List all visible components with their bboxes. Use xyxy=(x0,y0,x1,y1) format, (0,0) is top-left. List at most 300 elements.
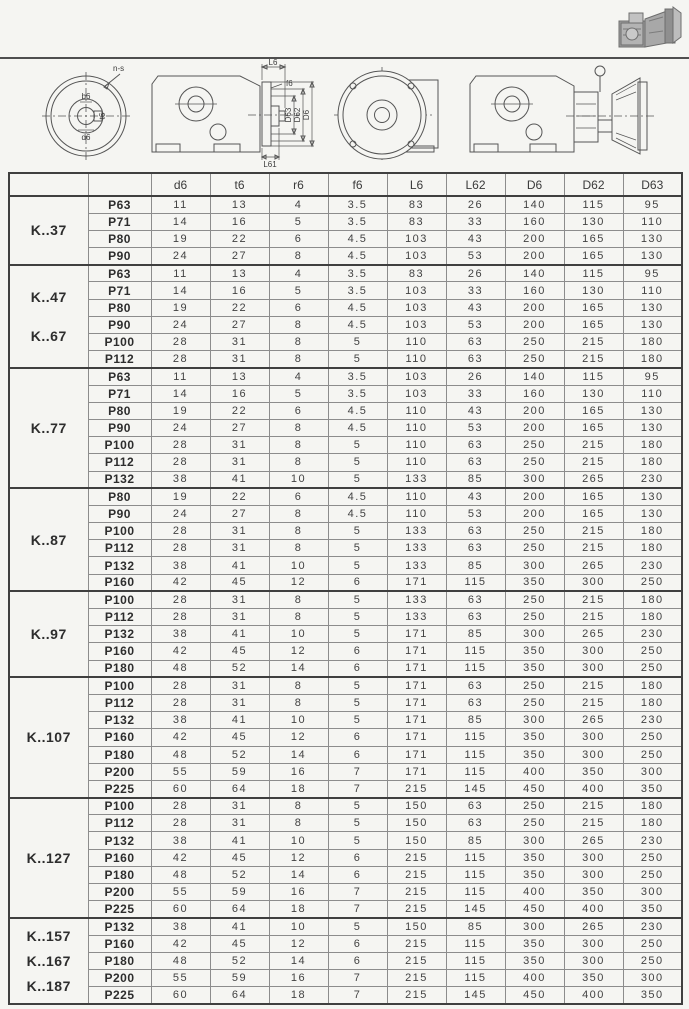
value-cell: 171 xyxy=(387,746,446,763)
value-cell: 200 xyxy=(505,505,564,522)
value-cell: 8 xyxy=(269,609,328,626)
table-row xyxy=(9,849,682,866)
value-cell: 300 xyxy=(505,626,564,643)
table-row xyxy=(9,419,682,436)
value-cell: 14 xyxy=(269,952,328,969)
value-cell: 83 xyxy=(387,265,446,282)
value-cell: 6 xyxy=(328,866,387,883)
value-cell: 31 xyxy=(210,798,269,815)
value-cell: 8 xyxy=(269,798,328,815)
motor-size-cell: P200 xyxy=(88,884,151,901)
value-cell: 28 xyxy=(151,694,210,711)
value-cell: 63 xyxy=(446,815,505,832)
table-row xyxy=(9,282,682,299)
value-cell: 18 xyxy=(269,901,328,918)
motor-size-cell: P100 xyxy=(88,437,151,454)
motor-size-cell: P100 xyxy=(88,334,151,351)
value-cell: 3.5 xyxy=(328,385,387,402)
value-cell: 165 xyxy=(564,505,623,522)
table-row xyxy=(9,660,682,677)
value-cell: 150 xyxy=(387,832,446,849)
value-cell: 150 xyxy=(387,815,446,832)
value-cell: 85 xyxy=(446,626,505,643)
value-cell: 4.5 xyxy=(328,419,387,436)
table-row xyxy=(9,488,682,505)
motor-size-cell: P112 xyxy=(88,540,151,557)
table-row xyxy=(9,402,682,419)
value-cell: 103 xyxy=(387,299,446,316)
value-cell: 3.5 xyxy=(328,213,387,230)
table-row xyxy=(9,763,682,780)
value-cell: 41 xyxy=(210,832,269,849)
group-label: K..67 xyxy=(30,327,67,344)
motor-size-cell: P132 xyxy=(88,918,151,935)
value-cell: 31 xyxy=(210,437,269,454)
value-cell: 400 xyxy=(505,884,564,901)
value-cell: 42 xyxy=(151,574,210,591)
value-cell: 215 xyxy=(387,935,446,952)
corner-cell-size xyxy=(88,173,151,196)
value-cell: 250 xyxy=(623,952,682,969)
value-cell: 215 xyxy=(387,780,446,797)
col-header-L6: L6 xyxy=(387,173,446,196)
table-row xyxy=(9,265,682,282)
value-cell: 64 xyxy=(210,901,269,918)
table-row xyxy=(9,574,682,591)
value-cell: 26 xyxy=(446,368,505,385)
value-cell: 300 xyxy=(564,746,623,763)
value-cell: 400 xyxy=(564,901,623,918)
value-cell: 180 xyxy=(623,815,682,832)
value-cell: 250 xyxy=(505,437,564,454)
value-cell: 27 xyxy=(210,505,269,522)
value-cell: 48 xyxy=(151,746,210,763)
label-L61: L61 xyxy=(263,160,277,169)
table-row xyxy=(9,969,682,986)
corner-cell-group xyxy=(9,173,88,196)
value-cell: 450 xyxy=(505,780,564,797)
value-cell: 110 xyxy=(387,419,446,436)
value-cell: 300 xyxy=(564,866,623,883)
value-cell: 3.5 xyxy=(328,282,387,299)
motor-size-cell: P132 xyxy=(88,712,151,729)
motor-size-cell: P71 xyxy=(88,385,151,402)
value-cell: 265 xyxy=(564,557,623,574)
value-cell: 31 xyxy=(210,540,269,557)
value-cell: 6 xyxy=(328,952,387,969)
group-label: K..37 xyxy=(30,222,67,239)
value-cell: 115 xyxy=(446,763,505,780)
value-cell: 7 xyxy=(328,987,387,1004)
value-cell: 250 xyxy=(623,643,682,660)
motor-size-cell: P112 xyxy=(88,609,151,626)
value-cell: 24 xyxy=(151,505,210,522)
value-cell: 95 xyxy=(623,368,682,385)
value-cell: 38 xyxy=(151,557,210,574)
table-row xyxy=(9,454,682,471)
value-cell: 5 xyxy=(328,454,387,471)
value-cell: 18 xyxy=(269,987,328,1004)
motor-size-cell: P71 xyxy=(88,213,151,230)
value-cell: 63 xyxy=(446,677,505,694)
value-cell: 160 xyxy=(505,385,564,402)
value-cell: 5 xyxy=(328,523,387,540)
value-cell: 10 xyxy=(269,832,328,849)
value-cell: 300 xyxy=(564,849,623,866)
value-cell: 6 xyxy=(269,299,328,316)
value-cell: 52 xyxy=(210,866,269,883)
value-cell: 150 xyxy=(387,918,446,935)
value-cell: 110 xyxy=(387,505,446,522)
value-cell: 115 xyxy=(446,866,505,883)
value-cell: 53 xyxy=(446,316,505,333)
value-cell: 19 xyxy=(151,402,210,419)
value-cell: 26 xyxy=(446,196,505,213)
group-label: K..77 xyxy=(30,420,67,437)
value-cell: 28 xyxy=(151,523,210,540)
value-cell: 450 xyxy=(505,987,564,1004)
value-cell: 350 xyxy=(505,643,564,660)
value-cell: 3.5 xyxy=(328,196,387,213)
value-cell: 45 xyxy=(210,574,269,591)
table-row xyxy=(9,729,682,746)
value-cell: 250 xyxy=(505,609,564,626)
table-row xyxy=(9,385,682,402)
value-cell: 42 xyxy=(151,849,210,866)
table-row xyxy=(9,230,682,247)
value-cell: 250 xyxy=(505,523,564,540)
value-cell: 6 xyxy=(328,643,387,660)
value-cell: 300 xyxy=(564,643,623,660)
value-cell: 11 xyxy=(151,368,210,385)
value-cell: 4.5 xyxy=(328,488,387,505)
value-cell: 150 xyxy=(387,798,446,815)
value-cell: 41 xyxy=(210,626,269,643)
value-cell: 6 xyxy=(269,402,328,419)
motor-size-cell: P63 xyxy=(88,265,151,282)
group-label-cell xyxy=(9,591,88,677)
value-cell: 115 xyxy=(564,265,623,282)
value-cell: 350 xyxy=(623,901,682,918)
value-cell: 4.5 xyxy=(328,316,387,333)
value-cell: 52 xyxy=(210,746,269,763)
table-row xyxy=(9,935,682,952)
label-d6: d6 xyxy=(81,133,91,142)
value-cell: 130 xyxy=(623,488,682,505)
value-cell: 45 xyxy=(210,643,269,660)
value-cell: 6 xyxy=(328,729,387,746)
value-cell: 265 xyxy=(564,626,623,643)
group-label-cell xyxy=(9,798,88,918)
value-cell: 38 xyxy=(151,832,210,849)
table-row xyxy=(9,437,682,454)
motor-size-cell: P160 xyxy=(88,935,151,952)
value-cell: 43 xyxy=(446,488,505,505)
group-label: K..107 xyxy=(26,729,71,746)
group-label: K..47 xyxy=(30,288,67,305)
value-cell: 230 xyxy=(623,471,682,488)
motor-size-cell: P225 xyxy=(88,901,151,918)
motor-size-cell: P132 xyxy=(88,626,151,643)
value-cell: 22 xyxy=(210,299,269,316)
motor-size-cell: P112 xyxy=(88,694,151,711)
value-cell: 350 xyxy=(623,780,682,797)
value-cell: 5 xyxy=(328,815,387,832)
value-cell: 8 xyxy=(269,248,328,265)
value-cell: 5 xyxy=(328,591,387,608)
value-cell: 83 xyxy=(387,213,446,230)
value-cell: 171 xyxy=(387,694,446,711)
value-cell: 110 xyxy=(387,488,446,505)
value-cell: 165 xyxy=(564,248,623,265)
value-cell: 200 xyxy=(505,402,564,419)
col-header-t6: t6 xyxy=(210,173,269,196)
table-row xyxy=(9,952,682,969)
value-cell: 48 xyxy=(151,660,210,677)
motor-size-cell: P90 xyxy=(88,316,151,333)
gearmotor-photo xyxy=(605,3,687,55)
value-cell: 4.5 xyxy=(328,299,387,316)
motor-size-cell: P90 xyxy=(88,505,151,522)
value-cell: 171 xyxy=(387,660,446,677)
value-cell: 45 xyxy=(210,849,269,866)
value-cell: 250 xyxy=(505,694,564,711)
value-cell: 350 xyxy=(505,849,564,866)
group-label: K..157 xyxy=(26,927,71,944)
value-cell: 10 xyxy=(269,557,328,574)
value-cell: 12 xyxy=(269,849,328,866)
value-cell: 300 xyxy=(564,729,623,746)
value-cell: 115 xyxy=(446,969,505,986)
value-cell: 230 xyxy=(623,832,682,849)
value-cell: 171 xyxy=(387,677,446,694)
value-cell: 19 xyxy=(151,488,210,505)
value-cell: 8 xyxy=(269,419,328,436)
value-cell: 130 xyxy=(564,282,623,299)
label-D6: D6 xyxy=(302,109,311,121)
value-cell: 130 xyxy=(564,385,623,402)
motor-size-cell: P80 xyxy=(88,230,151,247)
value-cell: 115 xyxy=(564,368,623,385)
header-row xyxy=(9,173,682,196)
value-cell: 27 xyxy=(210,419,269,436)
table-row xyxy=(9,540,682,557)
value-cell: 180 xyxy=(623,694,682,711)
value-cell: 115 xyxy=(446,952,505,969)
value-cell: 45 xyxy=(210,935,269,952)
motor-size-cell: P180 xyxy=(88,660,151,677)
motor-size-cell: P200 xyxy=(88,969,151,986)
value-cell: 265 xyxy=(564,712,623,729)
table-row xyxy=(9,798,682,815)
value-cell: 31 xyxy=(210,609,269,626)
value-cell: 5 xyxy=(328,918,387,935)
value-cell: 215 xyxy=(564,437,623,454)
label-L6: L6 xyxy=(268,58,278,67)
value-cell: 31 xyxy=(210,591,269,608)
value-cell: 180 xyxy=(623,454,682,471)
value-cell: 41 xyxy=(210,557,269,574)
value-cell: 31 xyxy=(210,677,269,694)
group-label-cell xyxy=(9,368,88,488)
group-label: K..167 xyxy=(26,952,71,969)
motor-size-cell: P200 xyxy=(88,763,151,780)
value-cell: 24 xyxy=(151,419,210,436)
value-cell: 300 xyxy=(564,574,623,591)
drawing-front-view xyxy=(334,67,438,163)
value-cell: 4 xyxy=(269,196,328,213)
value-cell: 63 xyxy=(446,609,505,626)
value-cell: 133 xyxy=(387,591,446,608)
table-row xyxy=(9,471,682,488)
value-cell: 8 xyxy=(269,815,328,832)
label-D63: D63 xyxy=(284,107,293,123)
value-cell: 8 xyxy=(269,523,328,540)
table-row xyxy=(9,557,682,574)
col-header-D6: D6 xyxy=(505,173,564,196)
value-cell: 24 xyxy=(151,248,210,265)
col-header-f6: f6 xyxy=(328,173,387,196)
motor-size-cell: P100 xyxy=(88,591,151,608)
value-cell: 12 xyxy=(269,643,328,660)
value-cell: 350 xyxy=(505,746,564,763)
value-cell: 85 xyxy=(446,918,505,935)
value-cell: 5 xyxy=(328,712,387,729)
value-cell: 180 xyxy=(623,437,682,454)
value-cell: 180 xyxy=(623,609,682,626)
value-cell: 5 xyxy=(269,282,328,299)
motor-size-cell: P100 xyxy=(88,798,151,815)
value-cell: 171 xyxy=(387,763,446,780)
value-cell: 63 xyxy=(446,694,505,711)
value-cell: 42 xyxy=(151,729,210,746)
table-row xyxy=(9,626,682,643)
value-cell: 41 xyxy=(210,918,269,935)
value-cell: 200 xyxy=(505,419,564,436)
value-cell: 11 xyxy=(151,265,210,282)
value-cell: 10 xyxy=(269,626,328,643)
value-cell: 7 xyxy=(328,969,387,986)
value-cell: 350 xyxy=(505,729,564,746)
col-header-D63: D63 xyxy=(623,173,682,196)
value-cell: 171 xyxy=(387,574,446,591)
motor-size-cell: P160 xyxy=(88,729,151,746)
value-cell: 10 xyxy=(269,471,328,488)
table-row xyxy=(9,505,682,522)
value-cell: 103 xyxy=(387,230,446,247)
col-header-r6: r6 xyxy=(269,173,328,196)
value-cell: 300 xyxy=(564,660,623,677)
value-cell: 300 xyxy=(505,471,564,488)
value-cell: 145 xyxy=(446,987,505,1004)
table-row xyxy=(9,523,682,540)
value-cell: 6 xyxy=(328,849,387,866)
group-label: K..187 xyxy=(26,977,71,994)
value-cell: 215 xyxy=(564,798,623,815)
value-cell: 14 xyxy=(151,213,210,230)
value-cell: 165 xyxy=(564,488,623,505)
drawing-side-view-adapter xyxy=(470,66,656,154)
value-cell: 43 xyxy=(446,299,505,316)
value-cell: 8 xyxy=(269,334,328,351)
value-cell: 250 xyxy=(623,866,682,883)
value-cell: 13 xyxy=(210,265,269,282)
value-cell: 250 xyxy=(623,746,682,763)
value-cell: 110 xyxy=(387,454,446,471)
value-cell: 115 xyxy=(446,884,505,901)
value-cell: 60 xyxy=(151,901,210,918)
value-cell: 250 xyxy=(505,798,564,815)
table-body xyxy=(9,196,682,1004)
value-cell: 5 xyxy=(328,540,387,557)
value-cell: 180 xyxy=(623,540,682,557)
motor-size-cell: P132 xyxy=(88,557,151,574)
value-cell: 350 xyxy=(564,763,623,780)
group-label-cell xyxy=(9,677,88,797)
value-cell: 250 xyxy=(505,677,564,694)
value-cell: 130 xyxy=(623,402,682,419)
motor-size-cell: P160 xyxy=(88,643,151,660)
value-cell: 11 xyxy=(151,196,210,213)
callout-n-s: n-s xyxy=(113,64,125,73)
value-cell: 8 xyxy=(269,351,328,368)
motor-size-cell: P100 xyxy=(88,523,151,540)
value-cell: 63 xyxy=(446,351,505,368)
group-label: K..127 xyxy=(26,849,71,866)
table-row xyxy=(9,712,682,729)
motor-size-cell: P160 xyxy=(88,849,151,866)
value-cell: 215 xyxy=(564,540,623,557)
value-cell: 31 xyxy=(210,454,269,471)
value-cell: 133 xyxy=(387,557,446,574)
value-cell: 95 xyxy=(623,196,682,213)
value-cell: 145 xyxy=(446,780,505,797)
value-cell: 350 xyxy=(564,969,623,986)
value-cell: 145 xyxy=(446,901,505,918)
value-cell: 16 xyxy=(269,763,328,780)
value-cell: 130 xyxy=(623,316,682,333)
value-cell: 215 xyxy=(387,952,446,969)
table-row xyxy=(9,987,682,1004)
value-cell: 5 xyxy=(328,798,387,815)
value-cell: 6 xyxy=(328,746,387,763)
value-cell: 16 xyxy=(210,385,269,402)
value-cell: 6 xyxy=(328,574,387,591)
value-cell: 300 xyxy=(623,763,682,780)
value-cell: 350 xyxy=(505,574,564,591)
value-cell: 250 xyxy=(505,334,564,351)
value-cell: 31 xyxy=(210,334,269,351)
value-cell: 14 xyxy=(151,282,210,299)
value-cell: 215 xyxy=(564,591,623,608)
value-cell: 250 xyxy=(623,849,682,866)
value-cell: 400 xyxy=(505,969,564,986)
value-cell: 350 xyxy=(505,952,564,969)
value-cell: 265 xyxy=(564,918,623,935)
value-cell: 28 xyxy=(151,351,210,368)
value-cell: 12 xyxy=(269,935,328,952)
value-cell: 250 xyxy=(623,574,682,591)
group-label: K..87 xyxy=(30,531,67,548)
value-cell: 180 xyxy=(623,798,682,815)
value-cell: 5 xyxy=(328,694,387,711)
value-cell: 171 xyxy=(387,643,446,660)
value-cell: 160 xyxy=(505,213,564,230)
value-cell: 38 xyxy=(151,471,210,488)
value-cell: 265 xyxy=(564,471,623,488)
value-cell: 133 xyxy=(387,523,446,540)
value-cell: 110 xyxy=(623,282,682,299)
